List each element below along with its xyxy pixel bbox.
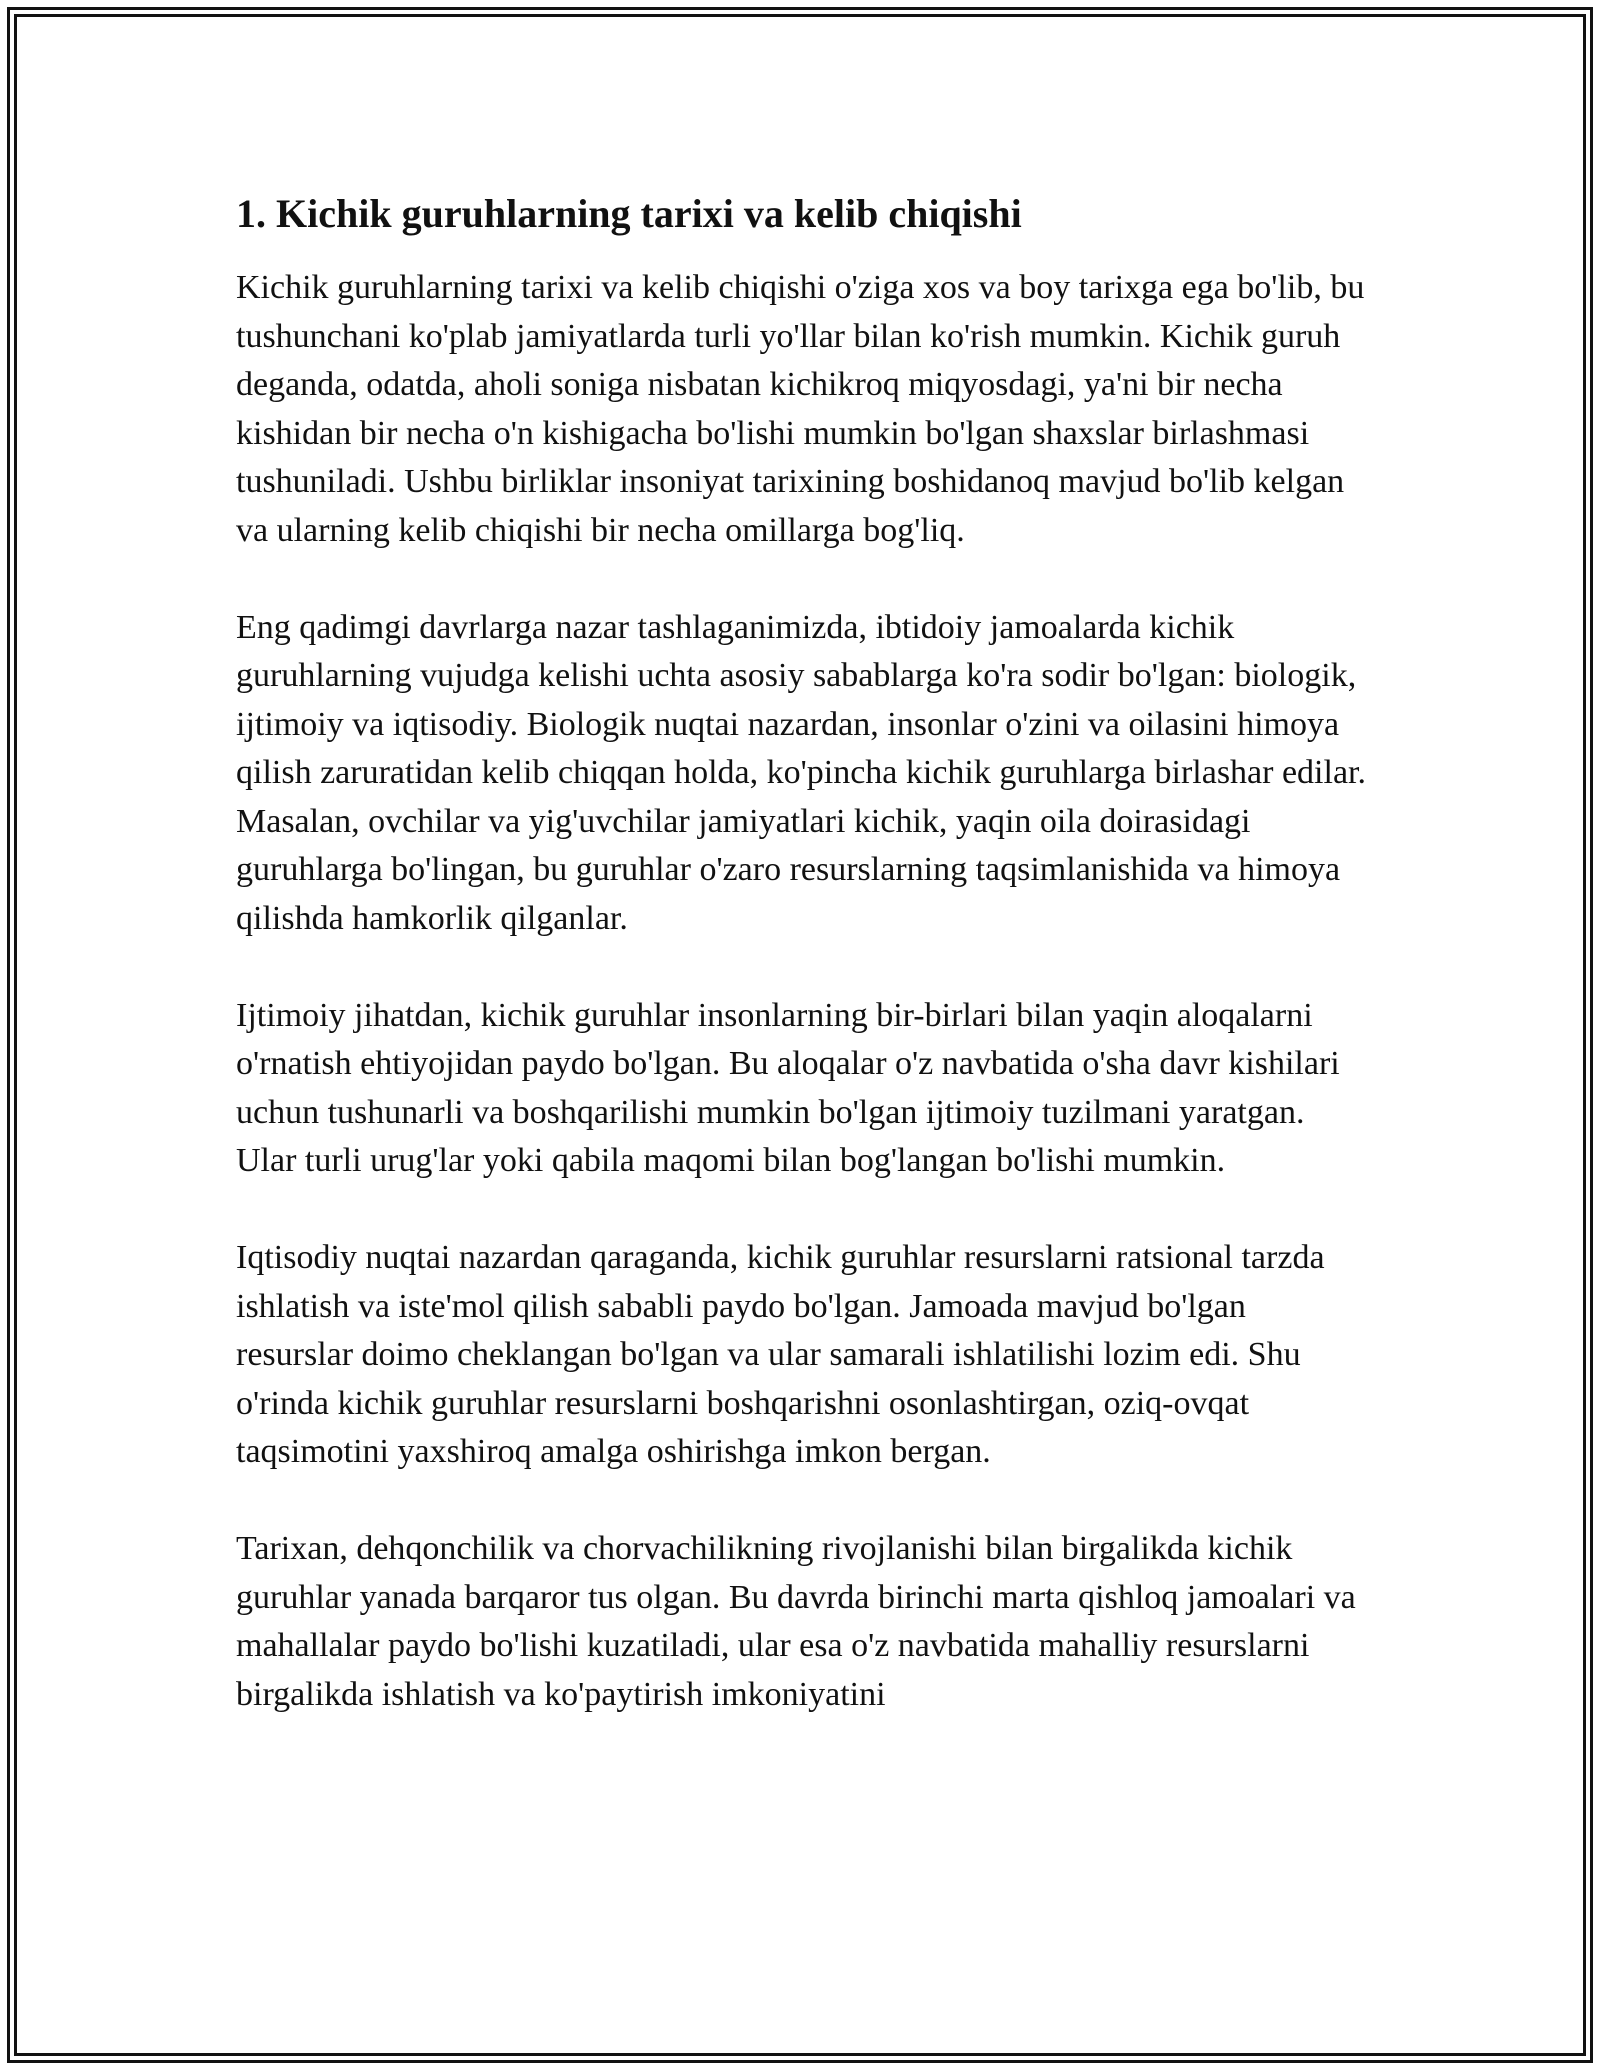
paragraph-3: Ijtimoiy jihatdan, kichik guruhlar insonlarning bir-birlari bilan yaqin aloqalarni o'rnatish ehtiyojidan paydo bo'lgan. Bu aloqalar o'z navbatida o'sha davr kishilari uchun tushunarli va boshqarilishi mumkin bo'lgan ijtimoiy tuzilmani yaratgan. Ular turli urug'lar yoki qabila maqomi bilan bog'langan bo'lishi mumkin.	[236, 996, 1340, 1179]
paragraph-5: Tarixan, dehqonchilik va chorvachilikning rivojlanishi bilan birgalikda kichik guruhlar yanada barqaror tus olgan. Bu davrda birinchi marta qishloq jamoalari va mahallalar paydo bo'lishi kuzatiladi, ular esa o'z navbatida mahalliy resurslarni birgalikda ishlatish va ko'paytirish imkoniyatini	[236, 1530, 1356, 1713]
paragraph-2: Eng qadimgi davrlarga nazar tashlaganimizda, ibtidoiy jamoalarda kichik guruhlarning vujudga kelishi uchta asosiy sabablarga ko'ra sodir bo'lgan: biologik, ijtimoiy va iqtisodiy. Biologik nuqtai nazardan, insonlar o'zini va oilasini himoya qilish zaruratidan kelib chiqqan holda, ko'pincha kichik guruhlarga birlashar edilar. Masalan, ovchilar va yig'uvchilar jamiyatlari kichik, yaqin oila doirasidagi guruhlarga bo'lingan, bu guruhlar o'zaro resurslarning taqsimlanishida va himoya qilishda hamkorlik qilganlar.	[236, 608, 1366, 937]
paragraph-1: Kichik guruhlarning tarixi va kelib chiqishi o'ziga xos va boy tarixga ega bo'lib, bu tushunchani ko'plab jamiyatlarda turli yo'llar bilan ko'rish mumkin. Kichik guruh deganda, odatda, aholi soniga nisbatan kichikroq miqyosdagi, ya'ni bir necha kishidan bir necha o'n kishigacha bo'lishi mumkin bo'lgan shaxslar birlashmasi tushuniladi. Ushbu birliklar insoniyat tarixining boshidanoq mavjud bo'lib kelgan va ularning kelib chiqishi bir necha omillarga bog'liq.	[236, 269, 1365, 549]
section-heading: 1. Kichik guruhlarning tarixi va kelib chiqishi	[236, 191, 1022, 236]
paragraph-4: Iqtisodiy nuqtai nazardan qaraganda, kichik guruhlar resurslarni ratsional tarzda ishlatish va iste'mol qilish sababli paydo bo'lgan. Jamoada mavjud bo'lgan resurslar doimo cheklangan bo'lgan va ular samarali ishlatilishi lozim edi. Shu o'rinda kichik guruhlar resurslarni boshqarishni osonlashtirgan, oziq-ovqat taqsimotini yaxshiroq amalga oshirishga imkon bergan.	[236, 1239, 1325, 1470]
document-body	[236, 190, 1366, 1768]
